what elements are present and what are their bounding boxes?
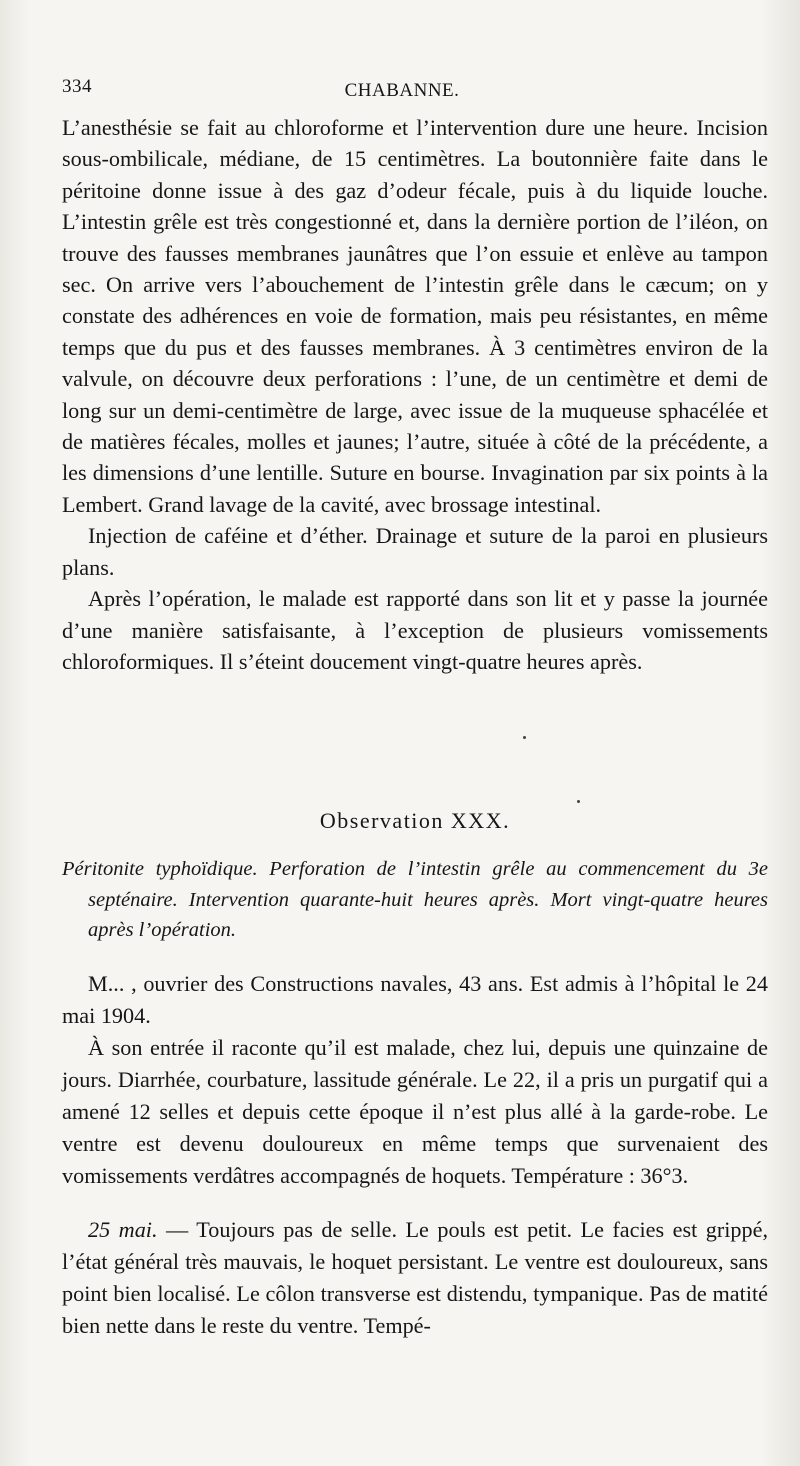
paragraph-history: À son entrée il raconte qu’il est malade, chez lui, depuis une quinzaine de jours. Diarrhée, courbature, lassitude générale. Le 22, il a pris un purgatif qui a amené 12 selles et depuis cette époque il n’est plus allé à la garde-robe. Le ventre est devenu douloureux en même temps que survenaient des vomissements verdâtres accompagnés de hoquets. Température : 36°3. [62, 1035, 768, 1188]
entry-text: — Toujours pas de selle. Le pouls est petit. Le facies est grippé, l’état général très mauvais, le hoquet persistant. Le ventre est douloureux, sans point bien localisé. Le côlon transverse est distendu, tympanique. Pas de matité bien nette dans le reste du ventre. Tempé- [62, 1217, 768, 1338]
paragraph-day-entry [62, 1214, 768, 1342]
case-text [62, 968, 768, 1342]
page-number: 334 [62, 76, 92, 97]
observation-summary [62, 854, 768, 946]
entry-date: 25 mai. [88, 1217, 158, 1242]
running-head: CHABANNE. [344, 80, 460, 101]
ink-speck [577, 800, 580, 803]
paragraph-admission: M... , ouvrier des Constructions navales, 43 ans. Est admis à l’hôpital le 24 mai 1904. [62, 971, 768, 1028]
page-header [62, 72, 702, 102]
summary-text: Péritonite typhoïdique. Perforation de l’intestin grêle au commencement du 3e septénaire. Intervention quarante-huit heures après. Mort vingt-quatre heures après l’opération. [62, 858, 768, 941]
observation-heading: Observation XXX. [319, 808, 511, 833]
paragraph-injection: Injection de caféine et d’éther. Drainage et suture de la paroi en plusieurs plans. [62, 523, 768, 580]
ink-speck [523, 736, 526, 739]
paragraph-operation: L’anesthésie se fait au chloroforme et l’intervention dure une heure. Incision sous-ombilicale, médiane, de 15 centimètres. La boutonnière faite dans le péritoine donne issue à des gaz d’odeur fécale, puis à du liquide louche. L’intestin grêle est très congestionné et, dans la dernière portion de l’iléon, on trouve des fausses membranes jaunâtres que l’on essuie et enlève au tampon sec. On arrive vers l’abouchement de l’intestin grêle dans le cæcum; on y constate des adhérences en voie de formation, mais peu résistantes, en même temps que du pus et des fausses membranes. À 3 centimètres environ de la valvule, on découvre deux perforations : l’une, de un centimètre et demi de long sur un demi-centimètre de large, avec issue de la muqueuse sphacélée et de matières fécales, molles et jaunes; l’autre, située à côté de la précédente, a les dimensions d’une lentille. Suture en bourse. Invagination par six points à la Lembert. Grand lavage de la cavité, avec brossage intestinal. [62, 115, 768, 517]
paragraph-outcome: Après l’opération, le malade est rapporté dans son lit et y passe la journée d’une manière satisfaisante, à l’exception de plusieurs vomissements chloroformiques. Il s’éteint doucement vingt-quatre heures après. [62, 586, 768, 674]
continuation-text [62, 112, 768, 677]
